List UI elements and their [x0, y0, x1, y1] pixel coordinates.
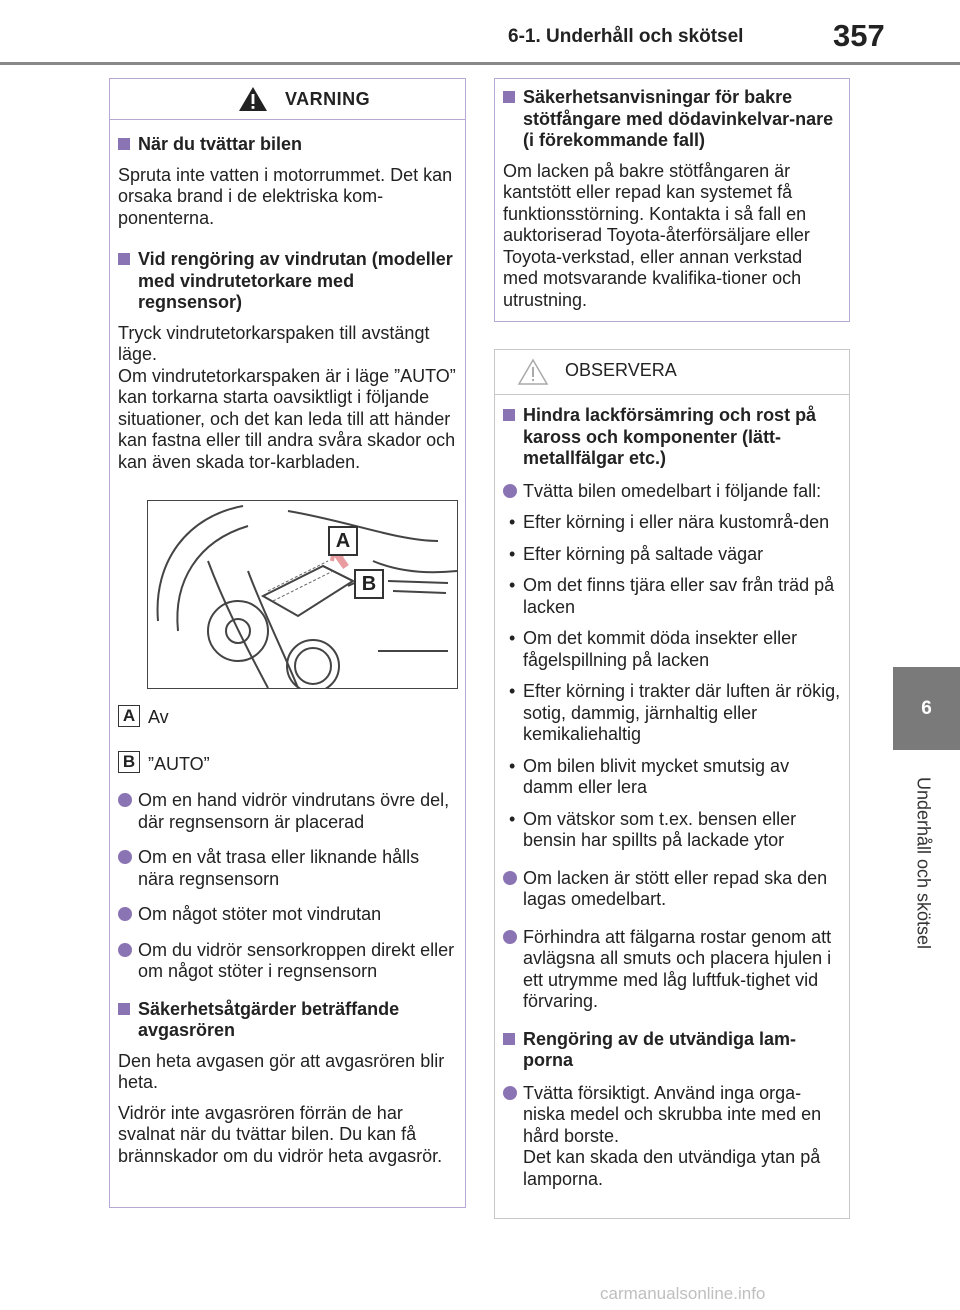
square-bullet-icon: [118, 1003, 130, 1015]
warning-bullet: [118, 940, 456, 983]
notice-header: [495, 350, 849, 395]
caution-triangle-icon: [517, 358, 549, 386]
bullet-text: Om lacken är stött eller repad ska den lagas omedelbart.: [523, 867, 828, 909]
paragraph-line: Tryck vindrutetorkarspaken till avstängt läge.: [118, 322, 430, 364]
legend-key-b: B: [118, 751, 140, 773]
figure-callout-a: A: [328, 526, 358, 556]
notice-content: [495, 395, 849, 1198]
warning-bullet: [118, 847, 456, 890]
warning-paragraph: Spruta inte vatten i motorrummet. Det kan orsaka brand i de elektriska kom-ponenterna.: [118, 164, 453, 228]
section-title-text: Vid rengöring av vindrutan (modeller med vindrutetorkare med regnsensor): [138, 249, 453, 312]
legend-text-b: ”AUTO”: [148, 754, 210, 774]
warning-bullet: [118, 790, 456, 833]
warning-paragraph: Vidrör inte avgasrören förrän de har svalnat när du tvättar bilen. Du kan få brännskador om du vidrör heta avgasrör.: [118, 1102, 443, 1166]
bullet-text: Tvätta försiktigt. Använd inga orga-niska medel och skrubba inte med en hård borste.: [523, 1082, 822, 1146]
square-bullet-icon: [118, 138, 130, 150]
dash-bullet-icon: •: [509, 755, 516, 776]
rear-bumper-warning-box: [494, 78, 850, 322]
notice-dash-item: [503, 809, 841, 852]
round-bullet-icon: [503, 1086, 517, 1100]
notice-box: [494, 349, 850, 1219]
round-bullet-icon: [503, 930, 517, 944]
dash-bullet-icon: •: [509, 543, 516, 564]
notice-bullet: [503, 1083, 841, 1191]
notice-bullet: [503, 927, 841, 1013]
notice-dash-item: [503, 544, 841, 566]
section-title: 6-1. Underhåll och skötsel: [508, 26, 744, 47]
dash-text: Om vätskor som t.ex. bensen eller bensin har spillts på lackade ytor: [523, 808, 797, 850]
page-number: 357: [833, 18, 885, 53]
bullet-text: Om en våt trasa eller liknande hålls nära regnsensorn: [138, 847, 420, 889]
chapter-label-text: Underhåll och skötsel: [913, 776, 934, 950]
notice-dash-item: [503, 628, 841, 671]
watermark: carmanualsonline.info: [600, 1284, 766, 1303]
warning-paragraph: [118, 323, 457, 474]
dash-text: Om det kommit döda insekter eller fågelspillning på lacken: [523, 628, 798, 670]
square-bullet-icon: [503, 91, 515, 103]
dash-bullet-icon: •: [509, 628, 516, 648]
warning-content: [110, 120, 465, 481]
round-bullet-icon: [503, 484, 517, 498]
section-title-text: Rengöring av de utvändiga lam-porna: [523, 1028, 797, 1070]
section-title-text: Säkerhetsåtgärder beträffande avgasrören: [138, 998, 400, 1040]
round-bullet-icon: [118, 907, 132, 921]
dash-text: Efter körning på saltade vägar: [523, 543, 764, 564]
bullet-text: Förhindra att fälgarna rostar genom att avlägsna all smuts och placera hjulen i ett utrymme med låg luftfuk-tighet vid förvaring.: [523, 926, 832, 1011]
dash-text: Efter körning i trakter där luften är rökig, sotig, dammig, järnhaltig eller kemikaliehaltig: [523, 681, 841, 744]
warning-lower-content: [110, 782, 464, 1167]
warning-paragraph: Om lacken på bakre stötfångaren är kantstött eller repad kan systemet få funktionsstörning. Kontakta i så fall en auktoriserad Toyota-återförsäljare eller Toyota-verkstad, eller annan verkstad med motsvarande kvalifika-tioner och utrustning.: [503, 160, 810, 310]
round-bullet-icon: [118, 850, 132, 864]
rear-bumper-warning-content: [495, 79, 849, 319]
wiper-lever-illustration: [147, 500, 458, 689]
notice-dash-item: [503, 575, 841, 618]
warning-bullet: [118, 904, 456, 926]
dash-bullet-icon: •: [509, 512, 516, 532]
warning-section-title: [118, 999, 456, 1042]
section-title-text: När du tvättar bilen: [138, 134, 303, 154]
round-bullet-icon: [118, 793, 132, 807]
warning-section-title: [118, 249, 457, 314]
notice-section-title: [503, 1029, 841, 1072]
bullet-text: Tvätta bilen omedelbart i följande fall:: [523, 480, 822, 501]
bullet-text: Om du vidrör sensorkroppen direkt eller om något stöter i regnsensorn: [138, 939, 455, 981]
notice-bullet: [503, 868, 841, 911]
section-title-text: Hindra lackförsämring och rost på kaross och komponenter (lätt-metallfälgar etc.): [523, 405, 817, 468]
bullet-text: Det kan skada den utvändiga ytan på lamporna.: [523, 1147, 821, 1189]
notice-heading: OBSERVERA: [565, 360, 677, 380]
dash-text: Efter körning i eller nära kustområ-den: [523, 512, 830, 532]
dash-bullet-icon: •: [509, 681, 516, 701]
notice-dash-item: [503, 512, 841, 534]
dash-text: Om bilen blivit mycket smutsig av damm eller lera: [523, 755, 790, 797]
warning-section-title: [118, 134, 457, 156]
paragraph-line: Om vindrutetorkarspaken är i läge ”AUTO” kan torkarna starta oavsiktligt i följande situationer, och det kan leda till att händer kan fastna eller till andra svåra skador och kan även skada tor-karbladen.: [118, 365, 456, 472]
steering-wheel-drawing: [148, 501, 457, 688]
chapter-tab: 6: [893, 667, 960, 750]
header-divider: [0, 62, 960, 65]
square-bullet-icon: [118, 253, 130, 265]
section-title-text: Säkerhetsanvisningar för bakre stötfångare med dödavinkelvar-nare (i förekommande fall): [523, 87, 834, 150]
warning-section-title: [503, 87, 841, 152]
square-bullet-icon: [503, 1033, 515, 1045]
warning-heading: VARNING: [285, 89, 371, 109]
bullet-text: Om något stöter mot vindrutan: [138, 904, 382, 924]
warning-header: [110, 79, 465, 120]
dash-text: Om det finns tjära eller sav från träd på lacken: [523, 575, 835, 617]
legend-key-a: A: [118, 705, 140, 727]
round-bullet-icon: [118, 943, 132, 957]
dash-bullet-icon: •: [509, 575, 516, 595]
notice-dash-item: [503, 681, 841, 746]
warning-triangle-icon: [238, 86, 268, 112]
warning-paragraph: Den heta avgasen gör att avgasrören blir heta.: [118, 1050, 445, 1092]
figure-callout-b: B: [354, 569, 384, 599]
square-bullet-icon: [503, 409, 515, 421]
notice-dash-item: [503, 756, 841, 799]
dash-bullet-icon: •: [509, 808, 516, 829]
notice-bullet: [503, 481, 841, 503]
round-bullet-icon: [503, 871, 517, 885]
legend-text-a: Av: [148, 707, 169, 727]
notice-section-title: [503, 405, 841, 470]
chapter-label: [908, 758, 938, 968]
bullet-text: Om en hand vidrör vindrutans övre del, där regnsensorn är placerad: [138, 790, 450, 832]
